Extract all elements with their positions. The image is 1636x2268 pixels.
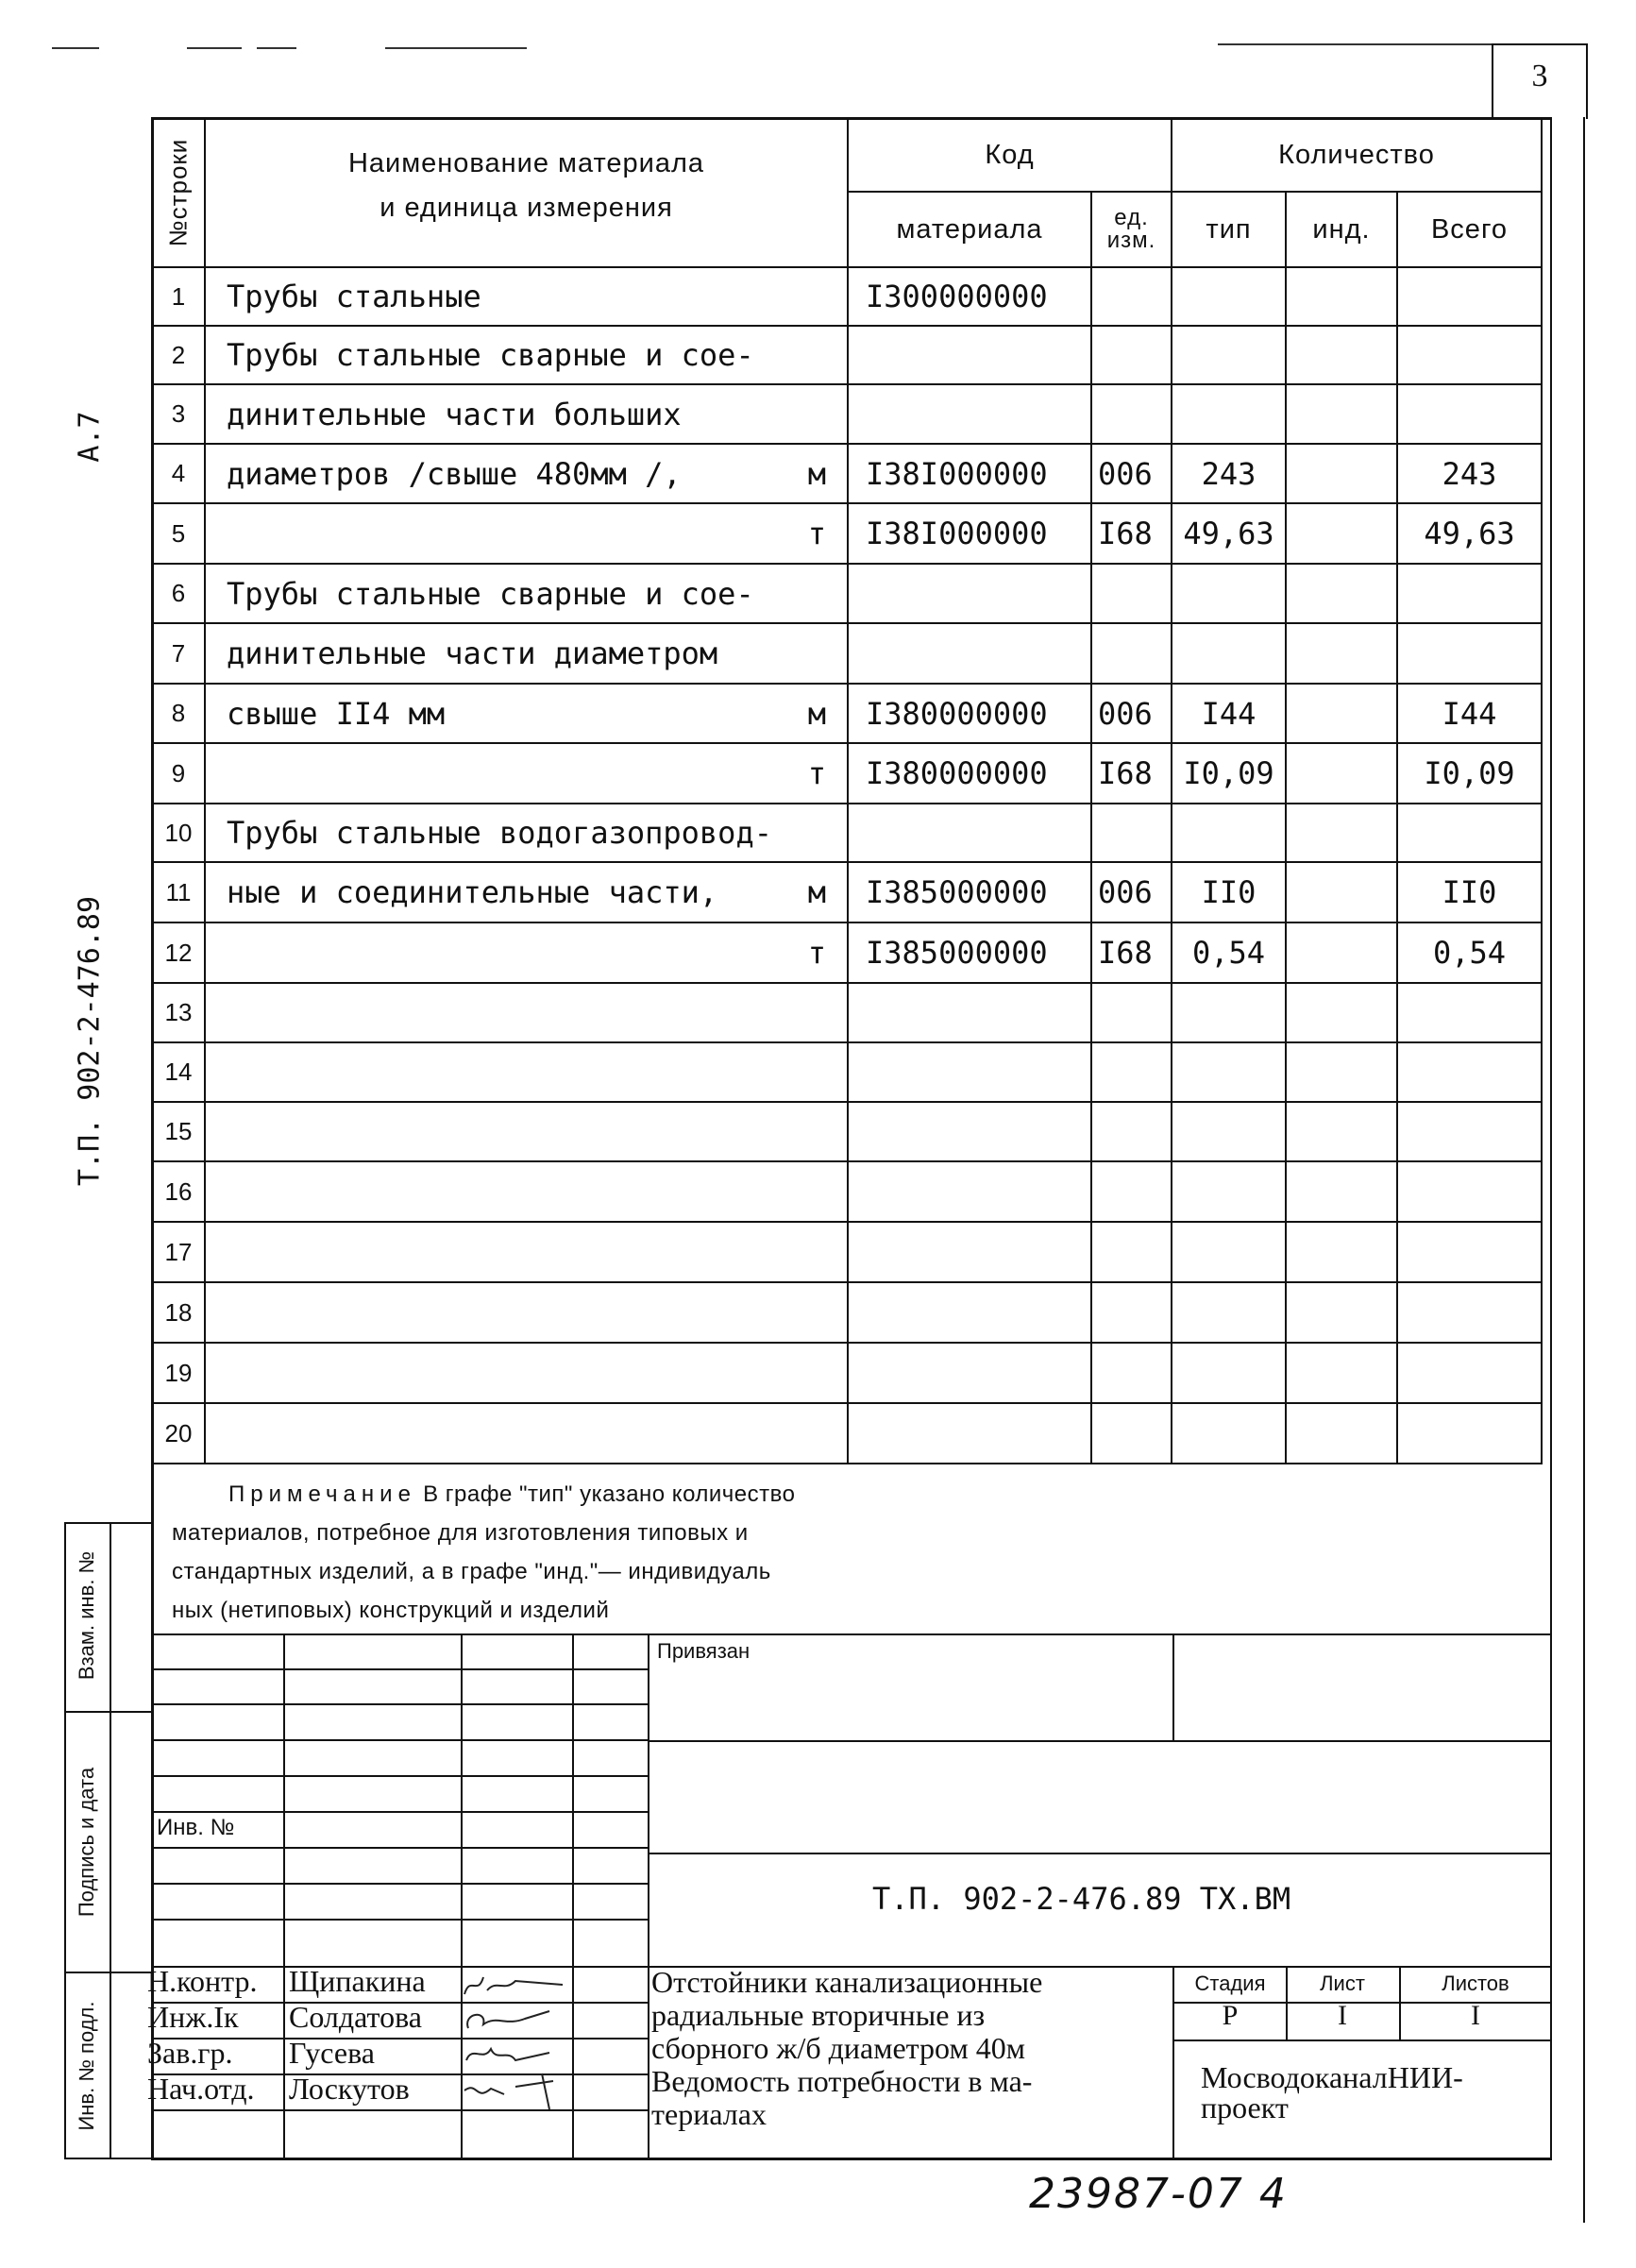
material-name — [205, 503, 848, 564]
material-name-text: свыше II4 мм — [227, 695, 446, 732]
qty-ind — [1286, 267, 1397, 326]
unit-code — [1091, 1042, 1172, 1102]
table-row — [152, 384, 1542, 444]
unit-code: 006 — [1091, 862, 1172, 922]
qty-ind — [1286, 564, 1397, 623]
right-border — [1583, 117, 1585, 2223]
material-name — [205, 1282, 848, 1343]
sheet-number-box — [1492, 43, 1588, 119]
unit-text: м — [807, 874, 826, 910]
scan-mark — [187, 47, 242, 49]
qty-type — [1172, 1282, 1286, 1343]
row-number: 3 — [152, 384, 205, 444]
archive-number: 23987-07 4 — [1029, 2170, 1288, 2218]
qty-ind — [1286, 804, 1397, 862]
qty-type — [1172, 564, 1286, 623]
table-row — [152, 1403, 1542, 1464]
unit-code — [1091, 1343, 1172, 1403]
material-name-text: динительные части диаметром — [227, 635, 718, 671]
unit-code — [1091, 1102, 1172, 1161]
row-number: 2 — [152, 326, 205, 384]
qty-type: 243 — [1172, 444, 1286, 503]
sheet-number: 3 — [1531, 59, 1548, 93]
qty-type — [1172, 804, 1286, 862]
material-code: I300000000 — [848, 267, 1091, 326]
material-name-text: диаметров /свыше 480мм /, — [227, 455, 682, 492]
qty-total — [1397, 326, 1542, 384]
table-row — [152, 862, 1542, 922]
material-name-text: Трубы стальные сварные и сое- — [227, 575, 754, 612]
header-qty-ind: инд. — [1286, 192, 1397, 267]
unit-code — [1091, 1222, 1172, 1282]
sheet-value: I — [1338, 2000, 1347, 2031]
margin-inv-podl: Инв. № подл. — [75, 2001, 98, 2131]
row-number: 12 — [152, 922, 205, 983]
qty-type — [1172, 267, 1286, 326]
margin-vzam: Взам. инв. № — [75, 1550, 98, 1681]
scan-mark — [1218, 43, 1492, 45]
unit-code — [1091, 267, 1172, 326]
sheet-label: Лист — [1320, 1972, 1365, 1995]
qty-type — [1172, 384, 1286, 444]
unit-code — [1091, 623, 1172, 684]
staff-name: Солдатова — [289, 2000, 422, 2034]
staff-name: Щипакина — [289, 1964, 426, 1998]
unit-text: т — [807, 755, 826, 791]
table-row — [152, 623, 1542, 684]
side-doc-code: Т.П. 902-2-476.89 — [73, 895, 107, 1187]
unit-code — [1091, 804, 1172, 862]
note-line3: стандартных изделий, а в графе "инд."— индивидуаль — [172, 1559, 771, 1584]
material-name — [205, 1403, 848, 1464]
material-code — [848, 1343, 1091, 1403]
table-row — [152, 444, 1542, 503]
material-name-text: Трубы стальные сварные и сое- — [227, 337, 754, 373]
table-row — [152, 684, 1542, 743]
unit-text: м — [807, 695, 826, 732]
material-code — [848, 1222, 1091, 1282]
note-title: Примечание — [228, 1481, 416, 1507]
scan-mark — [385, 47, 527, 49]
qty-ind — [1286, 922, 1397, 983]
row-number: 5 — [152, 503, 205, 564]
qty-ind — [1286, 623, 1397, 684]
table-row — [152, 1222, 1542, 1282]
header-code-unit: ед. изм. — [1091, 192, 1172, 267]
qty-type: II0 — [1172, 862, 1286, 922]
unit-text: т — [807, 516, 826, 551]
row-number: 11 — [152, 862, 205, 922]
header-code: Код — [848, 118, 1172, 192]
material-name — [205, 983, 848, 1042]
qty-ind — [1286, 444, 1397, 503]
row-number: 4 — [152, 444, 205, 503]
material-name — [205, 1102, 848, 1161]
row-number: 20 — [152, 1403, 205, 1464]
qty-total: 243 — [1397, 444, 1542, 503]
material-code — [848, 983, 1091, 1042]
note-line1: В графе "тип" указано количество — [415, 1481, 796, 1507]
qty-total — [1397, 564, 1542, 623]
qty-total — [1397, 983, 1542, 1042]
row-number: 14 — [152, 1042, 205, 1102]
material-code — [848, 1042, 1091, 1102]
stage-value: Р — [1222, 2000, 1239, 2031]
table-row — [152, 326, 1542, 384]
material-name — [205, 862, 848, 922]
staff-role: Н.контр. — [147, 1964, 258, 1998]
row-number: 15 — [152, 1102, 205, 1161]
note-line2: материалов, потребное для изготовления типовых и — [172, 1520, 749, 1546]
material-code — [848, 1282, 1091, 1343]
header-name: Наименование материала и единица измерения — [205, 118, 848, 267]
unit-code — [1091, 1282, 1172, 1343]
material-code: I380000000 — [848, 684, 1091, 743]
staff-name: Лоскутов — [289, 2072, 410, 2106]
doc-code: Т.П. 902-2-476.89 ТХ.ВМ — [872, 1881, 1291, 1917]
material-name — [205, 1161, 848, 1222]
sheets-value: I — [1471, 2000, 1480, 2031]
material-name — [205, 1042, 848, 1102]
qty-total — [1397, 1102, 1542, 1161]
row-number: 9 — [152, 743, 205, 804]
note — [172, 1475, 1021, 1630]
table-row — [152, 564, 1542, 623]
qty-type — [1172, 1222, 1286, 1282]
table-row — [152, 1042, 1542, 1102]
header-qty-type: тип — [1172, 192, 1286, 267]
unit-code: I68 — [1091, 743, 1172, 804]
inv-no-label: Инв. № — [157, 1815, 235, 1840]
drawing-title: Отстойники канализационные радиальные вторичные из сборного ж/б диаметром 40м Ведомость потребности в ма- териалах — [651, 1965, 1043, 2131]
qty-total — [1397, 1403, 1542, 1464]
qty-type — [1172, 1042, 1286, 1102]
qty-total: 0,54 — [1397, 922, 1542, 983]
scan-mark — [52, 47, 99, 49]
sheets-label: Листов — [1442, 1972, 1510, 1995]
row-number: 8 — [152, 684, 205, 743]
header-qty: Количество — [1172, 118, 1542, 192]
unit-code — [1091, 1161, 1172, 1222]
qty-ind — [1286, 326, 1397, 384]
organization: МосводоканалНИИ- проект — [1201, 2060, 1463, 2124]
row-number: 1 — [152, 267, 205, 326]
qty-ind — [1286, 1161, 1397, 1222]
material-name — [205, 444, 848, 503]
table-row — [152, 983, 1542, 1042]
staff-role: Инж.Iк — [147, 2000, 239, 2034]
qty-total — [1397, 804, 1542, 862]
qty-type — [1172, 1403, 1286, 1464]
staff-role: Нач.отд. — [147, 2072, 255, 2106]
qty-type: I44 — [1172, 684, 1286, 743]
qty-ind — [1286, 1222, 1397, 1282]
qty-total: II0 — [1397, 862, 1542, 922]
row-number: 19 — [152, 1343, 205, 1403]
qty-total — [1397, 1282, 1542, 1343]
unit-text: т — [807, 935, 826, 971]
qty-total — [1397, 1222, 1542, 1282]
material-name-text: Трубы стальные — [227, 279, 481, 314]
staff-role: Зав.гр. — [147, 2036, 233, 2070]
material-name — [205, 743, 848, 804]
qty-ind — [1286, 1343, 1397, 1403]
unit-code — [1091, 564, 1172, 623]
qty-type: I0,09 — [1172, 743, 1286, 804]
staff-name: Гусева — [289, 2036, 375, 2070]
material-code: I385000000 — [848, 862, 1091, 922]
table-row — [152, 1343, 1542, 1403]
qty-ind — [1286, 862, 1397, 922]
unit-code: 006 — [1091, 444, 1172, 503]
qty-total: I44 — [1397, 684, 1542, 743]
material-name — [205, 564, 848, 623]
qty-ind — [1286, 1282, 1397, 1343]
qty-ind — [1286, 1403, 1397, 1464]
table-row — [152, 503, 1542, 564]
qty-ind — [1286, 983, 1397, 1042]
qty-type — [1172, 983, 1286, 1042]
qty-ind — [1286, 384, 1397, 444]
table-row — [152, 267, 1542, 326]
material-code — [848, 623, 1091, 684]
material-code: I38I000000 — [848, 503, 1091, 564]
margin-podpis: Подпись и дата — [75, 1767, 98, 1918]
unit-code: I68 — [1091, 503, 1172, 564]
header-qty-total: Всего — [1397, 192, 1542, 267]
materials-table — [151, 117, 1543, 1464]
material-code — [848, 1403, 1091, 1464]
table-row — [152, 743, 1542, 804]
material-name-text: динительные части больших — [227, 396, 682, 432]
material-name — [205, 326, 848, 384]
header-rownum: №строки — [152, 118, 205, 267]
scan-mark — [257, 47, 296, 49]
material-name — [205, 804, 848, 862]
qty-ind — [1286, 743, 1397, 804]
qty-type — [1172, 1343, 1286, 1403]
qty-type: 0,54 — [1172, 922, 1286, 983]
qty-total: I0,09 — [1397, 743, 1542, 804]
qty-total: 49,63 — [1397, 503, 1542, 564]
qty-ind — [1286, 1042, 1397, 1102]
row-number: 16 — [152, 1161, 205, 1222]
qty-type — [1172, 1102, 1286, 1161]
header-code-material: материала — [848, 192, 1091, 267]
qty-ind — [1286, 503, 1397, 564]
qty-total — [1397, 623, 1542, 684]
unit-code: 006 — [1091, 684, 1172, 743]
qty-type — [1172, 326, 1286, 384]
row-number: 7 — [152, 623, 205, 684]
qty-total — [1397, 1042, 1542, 1102]
qty-ind — [1286, 1102, 1397, 1161]
material-code — [848, 564, 1091, 623]
material-name — [205, 267, 848, 326]
material-name — [205, 1222, 848, 1282]
material-code — [848, 1102, 1091, 1161]
table-row — [152, 1161, 1542, 1222]
signatures — [459, 1968, 576, 2115]
qty-type — [1172, 623, 1286, 684]
side-code: А.7 — [73, 411, 107, 463]
row-number: 13 — [152, 983, 205, 1042]
table-row — [152, 804, 1542, 862]
qty-type — [1172, 1161, 1286, 1222]
table-row — [152, 922, 1542, 983]
unit-code — [1091, 326, 1172, 384]
qty-total — [1397, 384, 1542, 444]
material-code — [848, 326, 1091, 384]
material-code — [848, 804, 1091, 862]
table-row — [152, 1102, 1542, 1161]
qty-total — [1397, 1343, 1542, 1403]
qty-total — [1397, 1161, 1542, 1222]
unit-text: м — [807, 455, 826, 492]
material-name — [205, 684, 848, 743]
qty-total — [1397, 267, 1542, 326]
qty-type: 49,63 — [1172, 503, 1286, 564]
material-name-text: Трубы стальные водогазопровод- — [227, 815, 772, 851]
material-code — [848, 384, 1091, 444]
material-code: I38I000000 — [848, 444, 1091, 503]
row-number: 6 — [152, 564, 205, 623]
unit-code — [1091, 384, 1172, 444]
material-code: I385000000 — [848, 922, 1091, 983]
material-name — [205, 623, 848, 684]
material-name — [205, 1343, 848, 1403]
table-row — [152, 1282, 1542, 1343]
qty-ind — [1286, 684, 1397, 743]
privyazan-label: Привязан — [657, 1639, 751, 1663]
unit-code: I68 — [1091, 922, 1172, 983]
material-code — [848, 1161, 1091, 1222]
row-number: 18 — [152, 1282, 205, 1343]
material-name — [205, 922, 848, 983]
note-line4: ных (нетиповых) конструкций и изделий — [172, 1598, 610, 1623]
material-name — [205, 384, 848, 444]
unit-code — [1091, 1403, 1172, 1464]
stage-label: Стадия — [1194, 1972, 1266, 1995]
unit-code — [1091, 983, 1172, 1042]
row-number: 17 — [152, 1222, 205, 1282]
row-number: 10 — [152, 804, 205, 862]
material-code: I380000000 — [848, 743, 1091, 804]
material-name-text: ные и соединительные части, — [227, 874, 718, 910]
